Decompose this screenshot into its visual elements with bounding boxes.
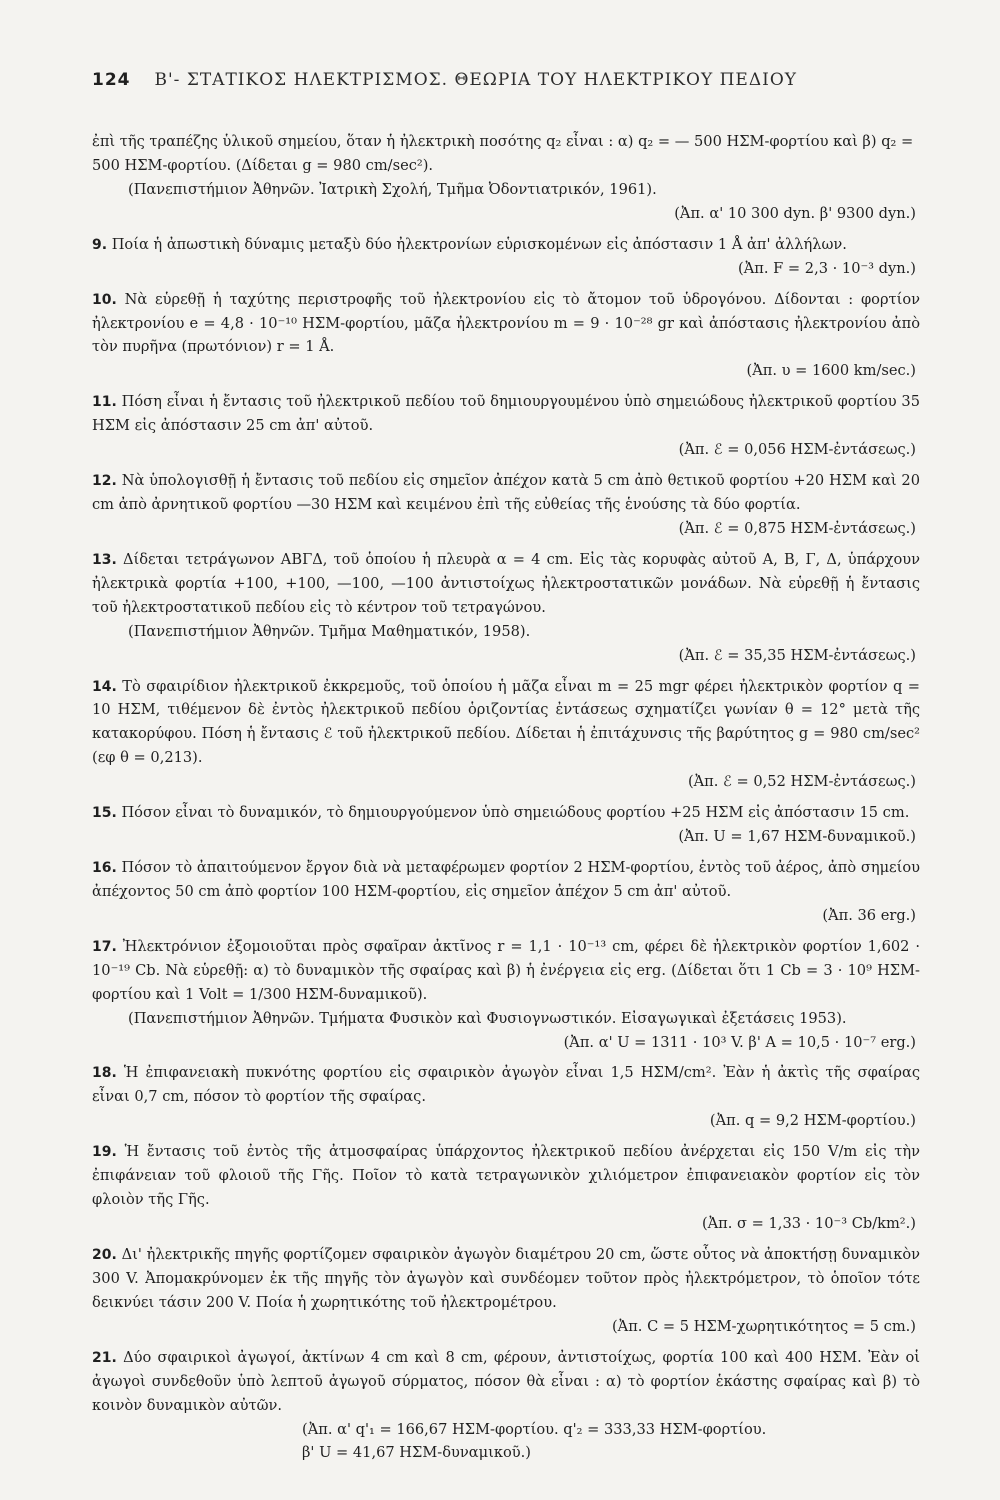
problem-answer: (Ἀπ. α' q'₁ = 166,67 ΗΣΜ-φορτίου. q'₂ = 333,33 ΗΣΜ-φορτίου. (302, 1420, 767, 1438)
problem-answer: (Ἀπ. F = 2,3 · 10⁻³ dyn.) (738, 259, 916, 277)
problem-number: 18. (92, 1065, 117, 1082)
problem-text: Δι' ἠλεκτρικῆς πηγῆς φορτίζομεν σφαιρικὸν ἀγωγὸν διαμέτρου 20 cm, ὥστε οὗτος νὰ ἀποκτήσῃ δυναμικὸν 300 V. Ἀπομακρύνομεν ἐκ τῆς πηγῆς τὸν ἀγωγὸν καὶ συνδέομεν τοῦτον πρὸς ἠλεκτρόμετρον, τὸ ὁποῖον τότε δεικνύει τάσιν 200 V. Ποία ἡ χωρητικότης τοῦ ἠλεκτρομέτρου. (92, 1245, 920, 1311)
problem-item (92, 548, 920, 668)
problem-text: Τὸ σφαιρίδιον ἠλεκτρικοῦ ἐκκρεμοῦς, τοῦ ὁποίου ἡ μᾶζα εἶναι m = 25 mgr φέρει ἠλεκτρικὸν φορτίον q = 10 ΗΣΜ, τιθέμενον δὲ ἐντὸς ἠλεκτρικοῦ πεδίου ὁριζοντίας ἐντάσεως σχηματίζει γωνίαν θ = 12° μετὰ τῆς κατακορύφου. Πόση ἡ ἔντασις ℰ τοῦ ἠλεκτρικοῦ πεδίου. Δίδεται ἡ ἐπιτάχυνσις τῆς βαρύτητος g = 980 cm/sec² (εφ θ = 0,213). (92, 677, 920, 767)
problem-item (92, 1140, 920, 1236)
problem-number: 12. (92, 473, 117, 490)
problem-item (92, 856, 920, 928)
problem-item (92, 935, 920, 1055)
intro-text: ἐπὶ τῆς τραπέζης ὑλικοῦ σημείου, ὅταν ἡ ἠλεκτρικὴ ποσότης q₂ εἶναι : α) q₂ = — 500 ΗΣΜ-φορτίου καὶ β) q₂ = 500 ΗΣΜ-φορτίου. (Δίδεται g = 980 cm/sec²). (92, 133, 914, 174)
problem-text: Ἡ ἐπιφανειακὴ πυκνότης φορτίου εἰς σφαιρικὸν ἀγωγὸν εἶναι 1,5 ΗΣΜ/cm². Ἐὰν ἡ ἀκτὶς τῆς σφαίρας εἶναι 0,7 cm, πόσον τὸ φορτίον τῆς σφαίρας. (92, 1064, 920, 1106)
problem-text: Ἡ ἔντασις τοῦ ἐντὸς τῆς ἀτμοσφαίρας ὑπάρχοντος ἠλεκτρικοῦ πεδίου ἀνέρχεται εἰς 150 V/m εἰς τὴν ἐπιφάνειαν τοῦ φλοιοῦ τῆς Γῆς. Ποῖον τὸ κατὰ τετραγωνικὸν χιλιόμετρον ἐπιφανειακὸν φορτίον εἰς τὸν φλοιὸν τῆς Γῆς. (92, 1143, 920, 1209)
problem-answer: (Ἀπ. 36 erg.) (822, 906, 916, 924)
problem-text: Δίδεται τετράγωνον ΑΒΓΔ, τοῦ ὁποίου ἡ πλευρὰ α = 4 cm. Εἰς τὰς κορυφὰς αὐτοῦ Α, Β, Γ, Δ, ὑπάρχουν ἠλεκτρικὰ φορτία +100, +100, —100, —100 ἀντιστοίχως ἠλεκτροστατικῶν μονάδων. Νὰ εὑρεθῇ ἡ ἔντασις τοῦ ἠλεκτροστατικοῦ πεδίου εἰς τὸ κέντρον τοῦ τετραγώνου. (92, 550, 921, 616)
problem-text: Νὰ ὑπολογισθῇ ἡ ἔντασις τοῦ πεδίου εἰς σημεῖον ἀπέχον κατὰ 5 cm ἀπὸ θετικοῦ φορτίου +20 ΗΣΜ καὶ 20 cm ἀπὸ ἀρνητικοῦ φορτίου —30 ΗΣΜ καὶ κειμένου ἐπὶ τῆς εὐθείας τῆς ἑνούσης τὰ δύο φορτία. (92, 472, 921, 514)
problem-list (92, 233, 920, 1466)
problem-text: Ποία ἡ ἀπωστικὴ δύναμις μεταξὺ δύο ἠλεκτρονίων εὑρισκομένων εἰς ἀπόστασιν 1 Å ἀπ' ἀλλήλων. (111, 235, 847, 253)
problem-item (92, 288, 920, 384)
problem-answer: (Ἀπ. q = 9,2 ΗΣΜ-φορτίου.) (709, 1112, 916, 1130)
problem-number: 20. (92, 1246, 117, 1263)
problem-answer: (Ἀπ. σ = 1,33 · 10⁻³ Cb/km².) (701, 1215, 916, 1233)
problem-answer: (Ἀπ. α' U = 1311 · 10³ V. β' A = 10,5 · 10⁻⁷ erg.) (563, 1033, 916, 1051)
chapter-title: Β'- ΣΤΑΤΙΚΟΣ ΗΛΕΚΤΡΙΣΜΟΣ. ΘΕΩΡΙΑ ΤΟΥ ΗΛΕΚΤΡΙΚΟΥ ΠΕΔΙΟΥ (154, 70, 797, 90)
problem-item (92, 233, 920, 281)
intro-answer: (Ἀπ. α' 10 300 dyn. β' 9300 dyn.) (674, 204, 916, 222)
problem-text: Ἠλεκτρόνιον ἐξομοιοῦται πρὸς σφαῖραν ἀκτῖνος r = 1,1 · 10⁻¹³ cm, φέρει δὲ ἠλεκτρικὸν φορτίον 1,602 · 10⁻¹⁹ Cb. Νὰ εὑρεθῇ: α) τὸ δυναμικὸν τῆς σφαίρας καὶ β) ἡ ἐνέργεια εἰς erg. (Δίδεται ὅτι 1 Cb = 3 · 10⁹ ΗΣΜ-φορτίου καὶ 1 Volt = 1/300 ΗΣΜ-δυναμικοῦ). (92, 937, 921, 1003)
problem-item (92, 469, 920, 541)
problem-answer: (Ἀπ. U = 1,67 ΗΣΜ-δυναμικοῦ.) (678, 828, 916, 846)
problem-answer-continued: β' U = 41,67 ΗΣΜ-δυναμικοῦ.) (302, 1444, 531, 1462)
problem-number: 19. (92, 1144, 117, 1161)
problem-item (92, 1061, 920, 1133)
problem-number: 16. (92, 860, 117, 877)
running-head (92, 70, 920, 90)
page-body (92, 130, 920, 1465)
problem-answer: (Ἀπ. ℰ = 35,35 ΗΣΜ-ἐντάσεως.) (678, 646, 916, 664)
problem-text: Πόσον εἶναι τὸ δυναμικόν, τὸ δημιουργούμενον ὑπὸ σημειώδους φορτίου +25 ΗΣΜ εἰς ἀπόστασιν 15 cm. (121, 804, 910, 822)
problem-item (92, 1346, 920, 1466)
intro-paragraph (92, 130, 920, 226)
problem-number: 9. (92, 236, 108, 253)
problem-text: Νὰ εὑρεθῇ ἡ ταχύτης περιστροφῆς τοῦ ἠλεκτρονίου εἰς τὸ ἄτομον τοῦ ὑδρογόνου. Δίδονται : φορτίον ἠλεκτρονίου e = 4,8 · 10⁻¹⁰ ΗΣΜ-φορτίου, μᾶζα ἠλεκτρονίου m = 9 · 10⁻²⁸ gr καὶ ἀπόστασις ἠλεκτρονίου ἀπὸ τὸν πυρῆνα (πρωτόνιον) r = 1 Å. (92, 290, 920, 356)
problem-number: 11. (92, 394, 117, 411)
problem-item (92, 1243, 920, 1339)
problem-item (92, 390, 920, 462)
intro-source: (Πανεπιστήμιον Ἀθηνῶν. Ἰατρικὴ Σχολή, Τμῆμα Ὀδοντιατρικόν, 1961). (128, 180, 657, 198)
problem-number: 13. (92, 551, 117, 568)
problem-number: 10. (92, 291, 117, 308)
page-number: 124 (92, 70, 131, 90)
problem-answer: (Ἀπ. ℰ = 0,875 ΗΣΜ-ἐντάσεως.) (678, 519, 916, 537)
problem-answer: (Ἀπ. C = 5 ΗΣΜ-χωρητικότητος = 5 cm.) (611, 1317, 916, 1335)
problem-number: 15. (92, 805, 117, 822)
problem-number: 21. (92, 1349, 117, 1366)
problem-number: 14. (92, 678, 117, 695)
problem-source: (Πανεπιστήμιον Ἀθηνῶν. Τμήματα Φυσικὸν καὶ Φυσιογνωστικόν. Εἰσαγωγικαὶ ἐξετάσεις 1953). (128, 1009, 847, 1027)
problem-answer: (Ἀπ. υ = 1600 km/sec.) (746, 362, 916, 380)
problem-text: Δύο σφαιρικοὶ ἀγωγοί, ἀκτίνων 4 cm καὶ 8 cm, φέρουν, ἀντιστοίχως, φορτία 100 καὶ 400 ΗΣΜ. Ἐὰν οἱ ἀγωγοὶ συνδεθοῦν ὑπὸ λεπτοῦ ἀγωγοῦ σύρματος, πόσον θὰ εἶναι : α) τὸ φορτίον ἑκάστης σφαίρας καὶ β) τὸ κοινὸν δυναμικὸν αὐτῶν. (92, 1348, 921, 1414)
problem-answer: (Ἀπ. ℰ = 0,52 ΗΣΜ-ἐντάσεως.) (687, 773, 916, 791)
problem-number: 17. (92, 938, 117, 955)
problem-text: Πόσον τὸ ἀπαιτούμενον ἔργον διὰ νὰ μεταφέρωμεν φορτίον 2 ΗΣΜ-φορτίου, ἐντὸς τοῦ ἀέρος, ἀπὸ σημείου ἀπέχοντος 50 cm ἀπὸ φορτίον 100 ΗΣΜ-φορτίου, εἰς σημεῖον ἀπέχον 5 cm ἀπ' αὐτοῦ. (92, 859, 921, 900)
problem-item (92, 675, 920, 795)
problem-source: (Πανεπιστήμιον Ἀθηνῶν. Τμῆμα Μαθηματικόν, 1958). (128, 622, 531, 640)
problem-text: Πόση εἶναι ἡ ἔντασις τοῦ ἠλεκτρικοῦ πεδίου τοῦ δημιουργουμένου ὑπὸ σημειώδους ἠλεκτρικοῦ φορτίου 35 ΗΣΜ εἰς ἀπόστασιν 25 cm ἀπ' αὐτοῦ. (92, 393, 920, 435)
problem-answer: (Ἀπ. ℰ = 0,056 ΗΣΜ-ἐντάσεως.) (678, 441, 916, 459)
problem-item (92, 801, 920, 849)
